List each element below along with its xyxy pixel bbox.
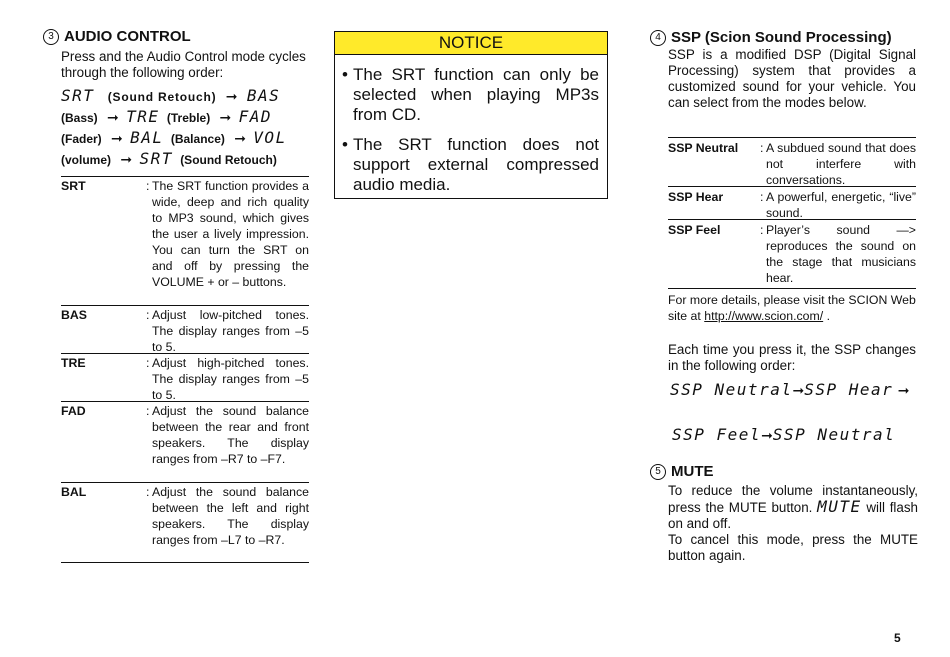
ssp-each-time: Each time you press it, the SSP changes in the following order: bbox=[668, 342, 916, 373]
notice-title: NOTICE bbox=[335, 32, 607, 55]
audio-row-desc: : The SRT function provides a wide, deep and rich quality to MP3 sound, which gives the user a lively impression. You can turn the SRT on and off by pressing the VOLUME + or – buttons. bbox=[152, 178, 309, 290]
audio-flow-line-1 bbox=[61, 85, 280, 108]
mute-text-1: To reduce the volume instantaneously, press the MUTE button. bbox=[668, 483, 918, 515]
display-bal: BAL bbox=[130, 128, 164, 147]
section-number-audio: 3 bbox=[43, 29, 59, 45]
audio-flow-line-2 bbox=[61, 106, 272, 129]
arrow-icon: ➞ bbox=[897, 382, 910, 398]
display-bas: BAS bbox=[246, 86, 281, 105]
audio-row-srt bbox=[61, 176, 309, 305]
arrow-icon: ➞ bbox=[120, 151, 133, 167]
label-sound-retouch: (Sound Retouch) bbox=[107, 90, 217, 104]
audio-control-title: AUDIO CONTROL bbox=[64, 28, 191, 45]
audio-flow-line-3 bbox=[61, 127, 287, 150]
ssp-details bbox=[668, 292, 918, 324]
arrow-icon: ➞ bbox=[111, 130, 123, 146]
audio-row-tre bbox=[61, 353, 309, 401]
audio-intro: Press and the Audio Control mode cycles through the following order: bbox=[61, 49, 306, 80]
arrow-icon: ➞ bbox=[761, 427, 773, 443]
ssp-row-term: SSP Neutral bbox=[668, 141, 739, 155]
audio-row-bas bbox=[61, 305, 309, 353]
display-ssp-neutral-2: SSP Neutral bbox=[772, 425, 896, 444]
arrow-icon: ➞ bbox=[225, 88, 238, 104]
display-tre: TRE bbox=[126, 107, 160, 126]
ssp-row-neutral bbox=[668, 137, 916, 185]
display-ssp-hear: SSP Hear bbox=[804, 380, 894, 399]
ssp-details-text: For more details, please visit the SCION Web site at bbox=[668, 293, 916, 323]
audio-row-fad bbox=[61, 401, 309, 482]
ssp-row-term: SSP Feel bbox=[668, 223, 721, 237]
ssp-row-desc: : Player’s sound —> reproduces the sound on the stage that musicians hear. bbox=[766, 222, 916, 286]
audio-row-term: BAL bbox=[61, 485, 87, 499]
audio-row-desc: : Adjust the sound balance between the rear and front speakers. The display ranges from –R7 to –F7. bbox=[152, 403, 309, 467]
ssp-intro: SSP is a modified DSP (Digital Signal Processing) system that provides a customized sound for your vehicle. You can select from the modes below. bbox=[668, 47, 916, 110]
notice-box bbox=[334, 31, 608, 199]
ssp-flow-line-2 bbox=[672, 425, 895, 445]
mute-heading bbox=[650, 463, 714, 480]
label-fader: (Fader) bbox=[61, 132, 102, 146]
audio-row-term: FAD bbox=[61, 404, 86, 418]
ssp-row-desc: : A subdued sound that does not interfere with conversations. bbox=[766, 140, 916, 188]
ssp-row-hear bbox=[668, 186, 916, 219]
display-vol: VOL bbox=[253, 128, 287, 147]
audio-row-desc: : Adjust the sound balance between the left and right speakers. The display ranges from –L7 to –R7. bbox=[152, 484, 309, 548]
arrow-icon: ➞ bbox=[107, 109, 119, 125]
label-treble: (Treble) bbox=[166, 111, 211, 125]
mute-title: MUTE bbox=[671, 463, 714, 480]
notice-item: • The SRT function can only be selected when playing MP3s from CD. bbox=[335, 65, 599, 125]
ssp-flow-line-1 bbox=[670, 380, 909, 400]
audio-row-term: SRT bbox=[61, 179, 86, 193]
arrow-icon: ➞ bbox=[234, 130, 246, 146]
ssp-heading bbox=[650, 29, 892, 46]
arrow-icon: ➞ bbox=[219, 109, 232, 125]
audio-row-desc: : Adjust high-pitched tones. The display ranges from –5 to 5. bbox=[152, 355, 309, 403]
mute-text-3: To cancel this mode, press the MUTE button again. bbox=[668, 532, 918, 563]
audio-control-heading bbox=[43, 28, 191, 45]
ssp-row-desc: : A powerful, energetic, “live” sound. bbox=[766, 189, 916, 221]
scion-website-link[interactable]: http://www.scion.com/ bbox=[704, 309, 824, 323]
ssp-row-term: SSP Hear bbox=[668, 190, 724, 204]
label-sound-retouch-2: (Sound Retouch) bbox=[180, 153, 277, 167]
display-srt: SRT bbox=[61, 86, 95, 105]
ssp-row-feel bbox=[668, 219, 916, 289]
notice-item: • The SRT function does not support external compressed audio media. bbox=[335, 135, 599, 195]
label-balance: (Balance) bbox=[170, 132, 225, 146]
mute-body bbox=[668, 483, 918, 564]
display-srt-2: SRT bbox=[139, 149, 173, 168]
display-fad: FAD bbox=[238, 107, 273, 126]
display-mute: MUTE bbox=[817, 497, 862, 516]
audio-row-desc: : Adjust low-pitched tones. The display ranges from –5 to 5. bbox=[152, 307, 309, 355]
audio-row-term: BAS bbox=[61, 308, 87, 322]
display-ssp-neutral: SSP Neutral bbox=[670, 380, 793, 399]
audio-row-term: TRE bbox=[61, 356, 86, 370]
display-ssp-feel: SSP Feel bbox=[672, 425, 762, 444]
audio-row-bal bbox=[61, 482, 309, 563]
ssp-details-end: . bbox=[826, 309, 830, 323]
mute-text-2: will flash on and off. bbox=[668, 500, 918, 531]
audio-flow-line-4 bbox=[61, 148, 277, 171]
label-volume: (volume) bbox=[61, 153, 112, 167]
section-number-mute: 5 bbox=[650, 464, 666, 480]
page-number: 5 bbox=[894, 631, 901, 645]
section-number-ssp: 4 bbox=[650, 30, 666, 46]
label-bass: (Bass) bbox=[61, 111, 98, 125]
arrow-icon: ➞ bbox=[792, 382, 805, 398]
ssp-title: SSP (Scion Sound Processing) bbox=[671, 29, 892, 46]
